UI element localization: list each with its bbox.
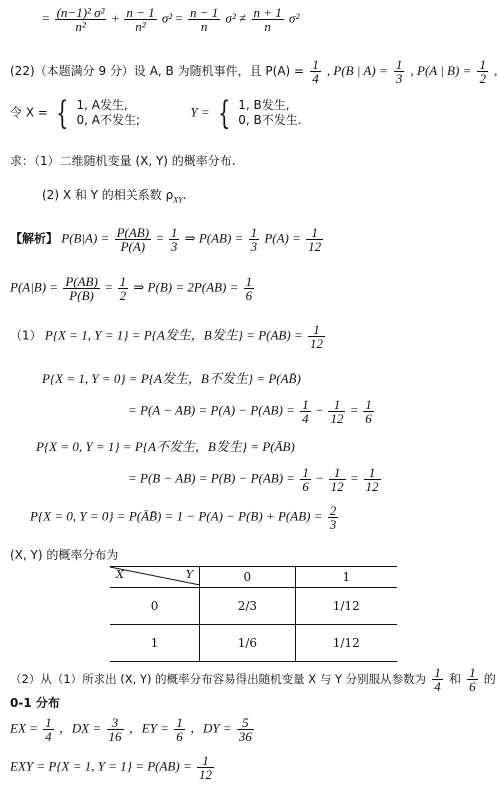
fraction: $\frac{1}{6}$ [365,397,372,426]
table-cell: 2/3 [200,588,295,625]
prob-x1-y0: P{X = 1, Y = 0} = P{A发生，B不发生} = P(AB̄) [42,371,301,386]
variance-equation-line: = $\frac{\text{(n−1)² σ²}}{\text{n²}}$ + $\frac{n - 1}{\text{n²}}$ σ² = $\frac{n - 1}{n}$ σ² ≠ $\frac{n + 1}{n}$ σ² [42,5,300,34]
fraction: $\frac{1}{3}$ [170,225,178,254]
column-header: 1 [295,567,397,588]
prob-x0-y1: P{X = 0, Y = 1} = P{A不发生，B发生} = P(ĀB) [36,439,295,454]
fraction: $\frac{1}{6}$ [469,665,476,694]
question-2: (2) X 和 Y 的相关系数 $\rho_{XY}$. [42,188,187,205]
fraction: $\frac{1}{4}$ [45,715,52,744]
distribution-label: (X, Y) 的概率分布为 [10,548,119,562]
prob-x1-y0-calc: = P(A − AB) = P(A) − P(AB) = $\frac{1}{4}$ − $\frac{1}{12}$ = $\frac{1}{6}$ [128,397,372,426]
fraction: $\frac{1}{12}$ [308,225,322,254]
variable-definition: 令 X = { 1, A发生, 0, A不发生; Y = { 1, B发生, 0, B不发生. [10,94,302,132]
fraction: $\frac{1}{12}$ [198,753,212,782]
y-cases: 1, B发生, 0, B不发生. [238,98,302,127]
fraction: $\frac{P(AB)}{P(A)}$ [116,225,150,254]
problem-statement: (22)（本题满分 9 分）设 A, B 为随机事件，且 P(A) = $\frac{1}{4}$ , P(B | A) = $\frac{1}{3}$ , P(A | B) = $\frac{1}{2}$ , [10,57,498,86]
fraction: $\frac{n - 1}{\text{n²}}$ [126,5,155,34]
prob-x0-y1-calc: = P(B − AB) = P(B) − P(AB) = $\frac{1}{6}$ − $\frac{1}{12}$ = $\frac{1}{12}$ [128,465,379,494]
fraction: $\frac{5}{36}$ [238,715,252,744]
fraction: $\frac{1}{6}$ [245,274,253,303]
solution-step-2: P(A|B) = $\frac{P(AB)}{P(B)}$ = $\frac{1}{2}$ ⇒ P(B) = 2P(AB) = $\frac{1}{6}$ [10,274,253,303]
solution-step-1: 【解析】 P(B|A) = $\frac{P(AB)}{P(A)}$ = $\frac{1}{3}$ ⇒ P(AB) = $\frac{1}{3}$ P(A) = $\frac{1}{12}$ [10,225,322,254]
fraction: $\frac{1}{12}$ [330,397,344,426]
distribution-type: 0-1 分布 [10,696,60,710]
fraction: $\frac{n + 1}{n}$ [253,5,282,34]
table-row [110,625,397,662]
exy-line: EXY = P{X = 1, Y = 1} = P(AB) = $\frac{1}{12}$ [10,753,212,782]
column-header: 0 [200,567,295,588]
fraction: $\frac{1}{12}$ [330,465,344,494]
table-row [110,588,397,625]
fraction: $\frac{\text{(n−1)² σ²}}{\text{n²}}$ [56,5,105,34]
x-cases: 1, A发生, 0, A不发生; [76,98,141,127]
prob-x1-y1: （1） P{X = 1, Y = 1} = P{A发生，B发生} = P(AB) = $\frac{1}{12}$ [10,322,323,351]
expectation-variance-line: EX = $\frac{1}{4}$ ，DX = $\frac{3}{16}$ ，EY = $\frac{1}{6}$ ，DY = $\frac{5}{36}$ [10,715,252,744]
fraction: $\frac{n - 1}{n}$ [190,5,219,34]
fraction: $\frac{1}{4}$ [434,665,441,694]
fraction: $\frac{1}{6}$ [302,465,309,494]
table-corner-cell [110,567,200,588]
row-label: 1 [110,625,200,662]
part-2-intro: （2）从（1）所求出 (X, Y) 的概率分布容易得出随机变量 X 与 Y 分别服从参数为 $\frac{1}{4}$ 和 $\frac{1}{6}$ 的 [10,665,496,694]
fraction: $\frac{1}{6}$ [176,715,183,744]
fraction: $\frac{1}{2}$ [479,57,486,86]
fraction: $\frac{1}{3}$ [250,225,258,254]
question-1: 求：（1）二维随机变量 (X, Y) 的概率分布. [10,154,236,168]
fraction: $\frac{1}{12}$ [365,465,379,494]
corner-x-label: X [116,568,124,581]
fraction: $\frac{P(AB)}{P(B)}$ [65,274,98,303]
fraction: $\frac{1}{4}$ [302,397,309,426]
table-cell: 1/6 [200,625,295,662]
fraction: $\frac{3}{16}$ [108,715,122,744]
fraction: $\frac{1}{12}$ [309,322,323,351]
table-cell: 1/12 [295,625,397,662]
fraction: $\frac{1}{3}$ [395,57,403,86]
joint-distribution-table [110,566,397,662]
prob-x0-y0: P{X = 0, Y = 0} = P(ĀB̄) = 1 − P(A) − P(B) + P(AB) = $\frac{2}{3}$ [30,503,337,532]
fraction: $\frac{1}{4}$ [312,57,319,86]
corner-y-label: Y [185,568,194,581]
fraction: $\frac{1}{2}$ [119,274,127,303]
table-cell: 1/12 [295,588,397,625]
table-header-row [110,567,397,588]
fraction: $\frac{2}{3}$ [329,503,337,532]
row-label: 0 [150,599,159,613]
